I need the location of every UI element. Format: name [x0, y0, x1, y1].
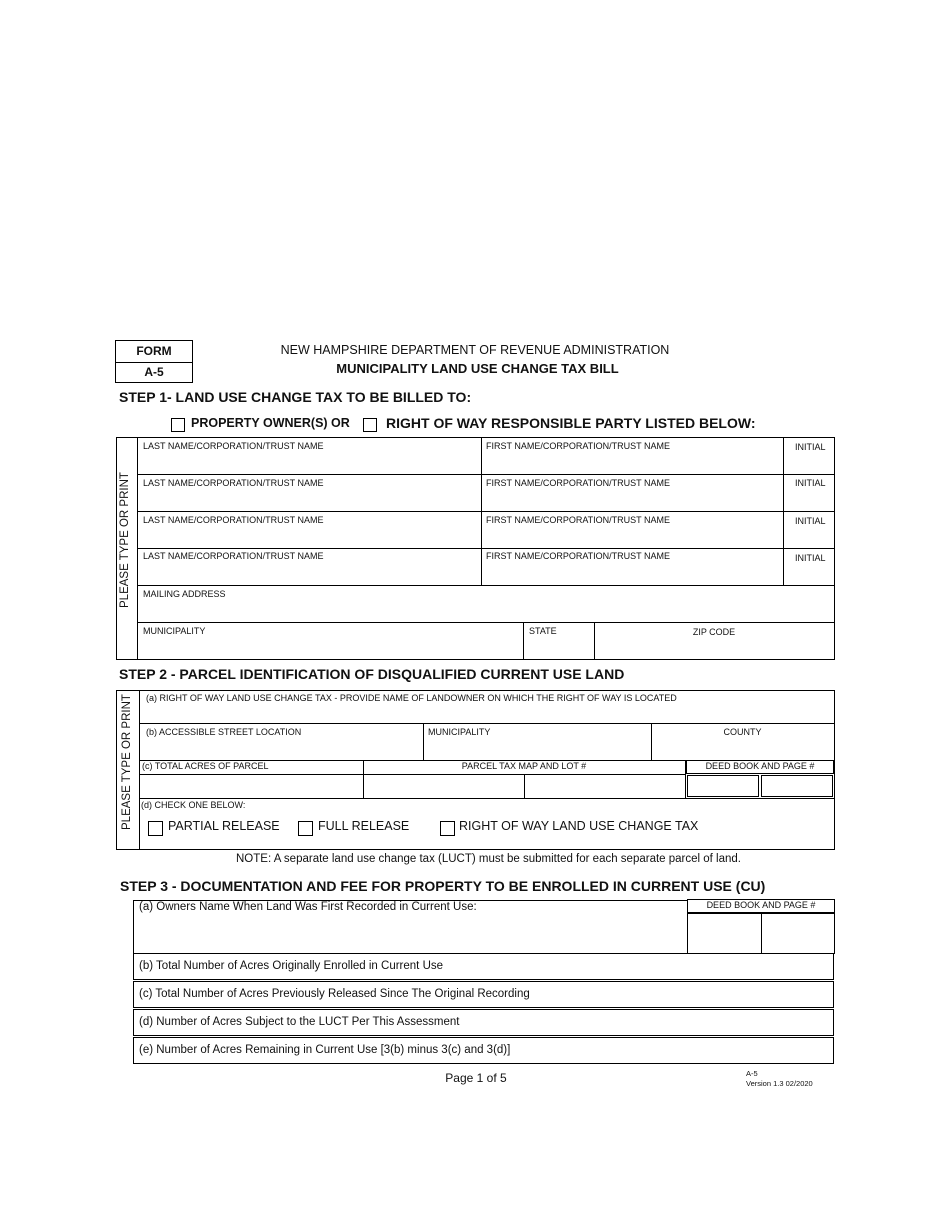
check-one-label: (d) CHECK ONE BELOW: [141, 800, 246, 810]
partial-release-label: PARTIAL RELEASE [168, 819, 280, 833]
right-of-way-tax-checkbox[interactable] [440, 821, 455, 836]
property-owner-checkbox[interactable] [171, 418, 185, 432]
last-name-field-2[interactable]: LAST NAME/CORPORATION/TRUST NAME [143, 478, 324, 488]
row-a-landowner-field[interactable]: (a) RIGHT OF WAY LAND USE CHANGE TAX - PROVIDE NAME OF LANDOWNER ON WHICH THE RIGHT OF WAY IS LOCATED [146, 693, 677, 703]
property-owner-label: PROPERTY OWNER(S) OR [191, 416, 350, 430]
form-number: A-5 [144, 365, 164, 379]
parcel-deed-page-input[interactable] [761, 775, 833, 797]
zip-code-field[interactable]: ZIP CODE [692, 627, 736, 637]
municipality-field[interactable]: MUNICIPALITY [143, 626, 206, 636]
total-acres-label: (c) TOTAL ACRES OF PARCEL [142, 761, 269, 771]
step1-side-label: PLEASE TYPE OR PRINT [119, 472, 131, 608]
parcel-deed-book-input[interactable] [687, 775, 759, 797]
map-lot-label: PARCEL TAX MAP AND LOT # [461, 761, 587, 771]
step1-heading: STEP 1- LAND USE CHANGE TAX TO BE BILLED TO: [119, 389, 472, 405]
cu-deed-book-input[interactable] [687, 913, 762, 954]
first-name-field-3[interactable]: FIRST NAME/CORPORATION/TRUST NAME [486, 515, 671, 525]
owners-name-label: (a) Owners Name When Land Was First Recorded in Current Use: [139, 901, 477, 913]
parcel-deed-label: DEED BOOK AND PAGE # [705, 761, 815, 771]
total-acres-input[interactable] [140, 775, 362, 797]
cu-deed-page-input[interactable] [761, 913, 835, 954]
page-number: Page 1 of 5 [445, 1071, 507, 1085]
form-code: A-5 [746, 1069, 758, 1078]
lot-input[interactable] [525, 775, 684, 797]
department-name: NEW HAMPSHIRE DEPARTMENT OF REVENUE ADMINISTRATION [280, 343, 670, 357]
initial-field-3[interactable]: INITIAL [795, 516, 826, 526]
right-of-way-tax-label: RIGHT OF WAY LAND USE CHANGE TAX [459, 819, 699, 833]
mailing-address-field[interactable]: MAILING ADDRESS [143, 589, 226, 599]
form-label: FORM [116, 341, 192, 363]
parcel-municipality-field[interactable]: MUNICIPALITY [428, 727, 491, 737]
last-name-field-3[interactable]: LAST NAME/CORPORATION/TRUST NAME [143, 515, 324, 525]
partial-release-checkbox[interactable] [148, 821, 163, 836]
county-field[interactable]: COUNTY [723, 727, 762, 737]
acres-subject-to-luct-field[interactable]: (d) Number of Acres Subject to the LUCT Per This Assessment [133, 1009, 834, 1036]
map-input[interactable] [364, 775, 523, 797]
full-release-checkbox[interactable] [298, 821, 313, 836]
step3-heading: STEP 3 - DOCUMENTATION AND FEE FOR PROPERTY TO BE ENROLLED IN CURRENT USE (CU) [120, 878, 766, 894]
first-name-field-1[interactable]: FIRST NAME/CORPORATION/TRUST NAME [486, 441, 671, 451]
last-name-field-1[interactable]: LAST NAME/CORPORATION/TRUST NAME [143, 441, 324, 451]
street-location-field[interactable]: (b) ACCESSIBLE STREET LOCATION [146, 727, 302, 737]
acres-originally-enrolled-field[interactable]: (b) Total Number of Acres Originally Enrolled in Current Use [133, 953, 834, 980]
state-field[interactable]: STATE [529, 626, 557, 636]
full-release-label: FULL RELEASE [318, 819, 410, 833]
form-box [115, 340, 193, 383]
right-of-way-label: RIGHT OF WAY RESPONSIBLE PARTY LISTED BELOW: [386, 415, 756, 431]
form-version: Version 1.3 02/2020 [746, 1079, 813, 1088]
form-title: MUNICIPALITY LAND USE CHANGE TAX BILL [336, 361, 619, 376]
cu-deed-label: DEED BOOK AND PAGE # [706, 900, 816, 910]
acres-remaining-field[interactable]: (e) Number of Acres Remaining in Current Use [3(b) minus 3(c) and 3(d)] [133, 1037, 834, 1064]
initial-field-2[interactable]: INITIAL [795, 478, 826, 488]
acres-previously-released-field[interactable]: (c) Total Number of Acres Previously Released Since The Original Recording [133, 981, 834, 1008]
last-name-field-4[interactable]: LAST NAME/CORPORATION/TRUST NAME [143, 551, 324, 561]
luct-note: NOTE: A separate land use change tax (LUCT) must be submitted for each separate parcel of land. [236, 853, 741, 865]
initial-field-1[interactable]: INITIAL [795, 442, 826, 452]
first-name-field-2[interactable]: FIRST NAME/CORPORATION/TRUST NAME [486, 478, 671, 488]
right-of-way-checkbox[interactable] [363, 418, 377, 432]
first-name-field-4[interactable]: FIRST NAME/CORPORATION/TRUST NAME [486, 551, 671, 561]
step2-side-label: PLEASE TYPE OR PRINT [121, 694, 133, 830]
step2-heading: STEP 2 - PARCEL IDENTIFICATION OF DISQUALIFIED CURRENT USE LAND [119, 666, 625, 682]
initial-field-4[interactable]: INITIAL [795, 553, 826, 563]
